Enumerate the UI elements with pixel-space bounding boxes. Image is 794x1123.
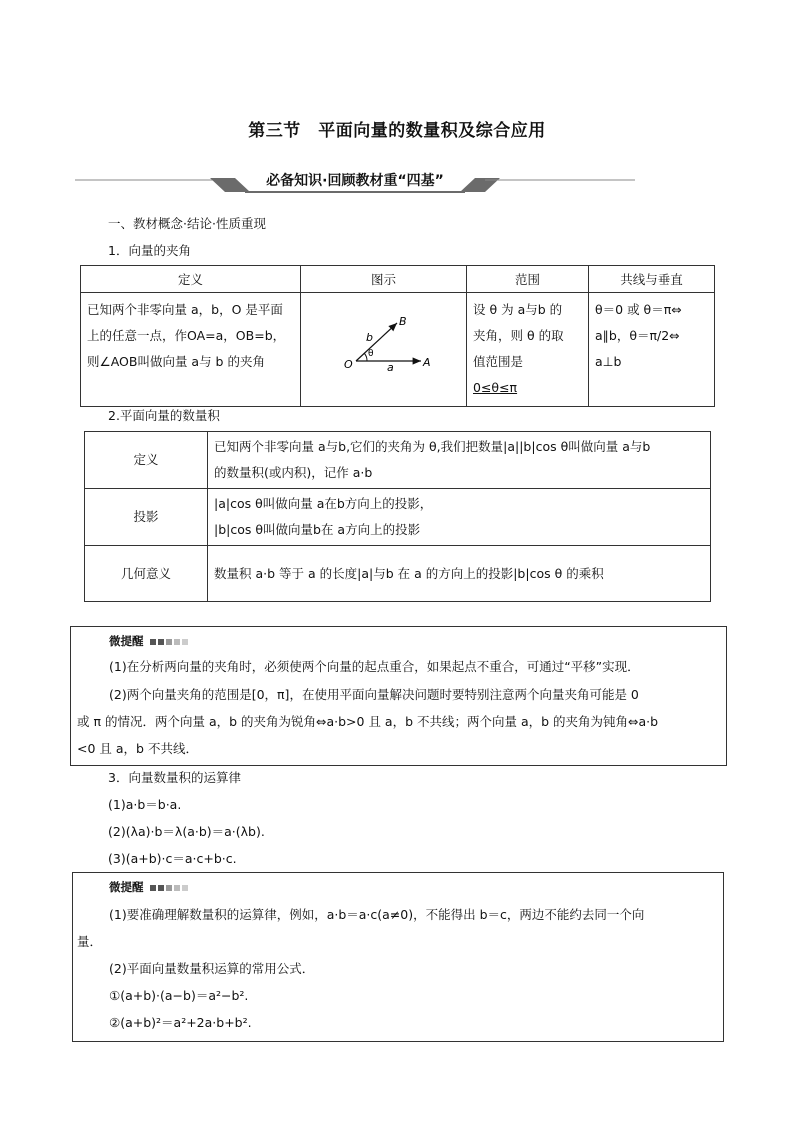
range-line: 值范围是 xyxy=(473,354,524,369)
tip-title: 微提醒 xyxy=(109,879,188,895)
angle-range-cell xyxy=(467,293,589,407)
tip-line: (2)平面向量数量积运算的常用公式． xyxy=(109,961,315,976)
square-icon xyxy=(150,639,156,645)
content-line: 的数量积(或内积)，记作 a·b xyxy=(214,465,373,480)
item-heading-3: 3．向量数量积的运算律 xyxy=(108,770,241,785)
law-line: (1)a·b＝b·a. xyxy=(108,797,182,812)
tip-line: ②(a+b)²＝a²+2a·b+b². xyxy=(109,1015,252,1030)
row-label: 投影 xyxy=(85,489,208,546)
angle-definition-cell xyxy=(81,293,301,407)
definition-line: 则∠AOB叫做向量 a与 b 的夹角 xyxy=(87,354,265,369)
banner-text: 必备知识·回顾教材重“四基” xyxy=(266,173,444,189)
vector-b-label: b xyxy=(366,331,373,344)
definition-line: 已知两个非零向量 a，b，O 是平面 xyxy=(87,302,283,317)
row-label: 定义 xyxy=(85,432,208,489)
range-line: 设 θ 为 a与b 的 xyxy=(473,302,563,317)
angle-table-header: 共线与垂直 xyxy=(589,266,715,293)
content-line: 已知两个非零向量 a与b,它们的夹角为 θ,我们把数量|a||b|cos θ叫做向量 a与b xyxy=(214,439,651,454)
tip-title: 微提醒 xyxy=(109,633,188,649)
definition-line: 上的任意一点，作OA=a，OB=b， xyxy=(87,328,286,343)
tip-box-2 xyxy=(72,872,724,1042)
tip-line: 量． xyxy=(77,934,103,949)
collinear-line: a⊥b xyxy=(595,354,622,369)
tip-line: <0 且 a，b 不共线． xyxy=(77,741,198,756)
tip-line: 或 π 的情况．两个向量 a，b 的夹角为锐角⇔a·b>0 且 a，b 不共线；两个向量 a，b 的夹角为钝角⇔a·b xyxy=(77,714,659,729)
square-icon xyxy=(166,885,172,891)
angle-table xyxy=(80,265,715,407)
angle-table-header: 定义 xyxy=(81,266,301,293)
square-icon xyxy=(166,639,172,645)
angle-diagram xyxy=(301,293,466,403)
square-icon xyxy=(174,639,180,645)
square-icon xyxy=(174,885,180,891)
square-icon xyxy=(182,639,188,645)
content-line: 数量积 a·b 等于 a 的长度|a|与b 在 a 的方向上的投影|b|cos θ 的乘积 xyxy=(214,565,604,581)
tip-line: (1)在分析两向量的夹角时，必须使两个向量的起点重合，如果起点不重合，可通过“平移”实现． xyxy=(109,659,640,674)
page-title: 第三节 平面向量的数量积及综合应用 xyxy=(248,121,546,141)
point-o-label: O xyxy=(344,358,353,371)
angle-figure-cell xyxy=(301,293,467,407)
square-icon xyxy=(150,885,156,891)
vector-a-label: a xyxy=(387,361,394,374)
tip-line: (2)两个向量夹角的范围是[0，π]，在使用平面向量解决问题时要特别注意两个向量夹角可能是 0 xyxy=(109,687,639,702)
vector-b-arrow xyxy=(356,323,397,361)
row-content xyxy=(208,489,711,546)
law-line: (2)(λa)·b＝λ(a·b)＝a·(λb). xyxy=(108,824,265,839)
range-line: 夹角，则 θ 的取 xyxy=(473,328,564,343)
tip-box-1 xyxy=(70,626,727,766)
collinear-cell xyxy=(589,293,715,407)
tip-line: (1)要准确理解数量积的运算律，例如，a·b＝a·c(a≠0)，不能得出 b＝c，两边不能约去同一个向 xyxy=(109,907,645,922)
content-line: |a|cos θ叫做向量 a在b方向上的投影， xyxy=(214,496,433,511)
row-content xyxy=(208,432,711,489)
section-banner xyxy=(75,168,635,196)
section-heading: 一、教材概念·结论·性质重现 xyxy=(108,216,266,231)
point-b-label: B xyxy=(399,315,407,328)
theta-label: θ xyxy=(368,349,374,359)
tip-line: ①(a+b)·(a−b)＝a²−b². xyxy=(109,988,249,1003)
angle-table-header: 范围 xyxy=(467,266,589,293)
dot-product-table xyxy=(84,431,711,602)
point-a-label: A xyxy=(423,356,431,369)
angle-table-header: 图示 xyxy=(301,266,467,293)
collinear-line: θ＝0 或 θ＝π⇔ xyxy=(595,302,682,317)
row-content xyxy=(208,546,711,602)
collinear-line: a∥b，θ＝π/2⇔ xyxy=(595,328,680,343)
item-heading-2: 2.平面向量的数量积 xyxy=(108,408,220,423)
law-line: (3)(a+b)·c＝a·c+b·c. xyxy=(108,851,237,866)
square-icon xyxy=(158,885,164,891)
range-answer: 0≤θ≤π xyxy=(473,380,518,395)
square-icon xyxy=(182,885,188,891)
content-line: |b|cos θ叫做向量b在 a方向上的投影 xyxy=(214,522,421,537)
item-heading-1: 1．向量的夹角 xyxy=(108,243,191,258)
square-icon xyxy=(158,639,164,645)
row-label: 几何意义 xyxy=(85,546,208,602)
